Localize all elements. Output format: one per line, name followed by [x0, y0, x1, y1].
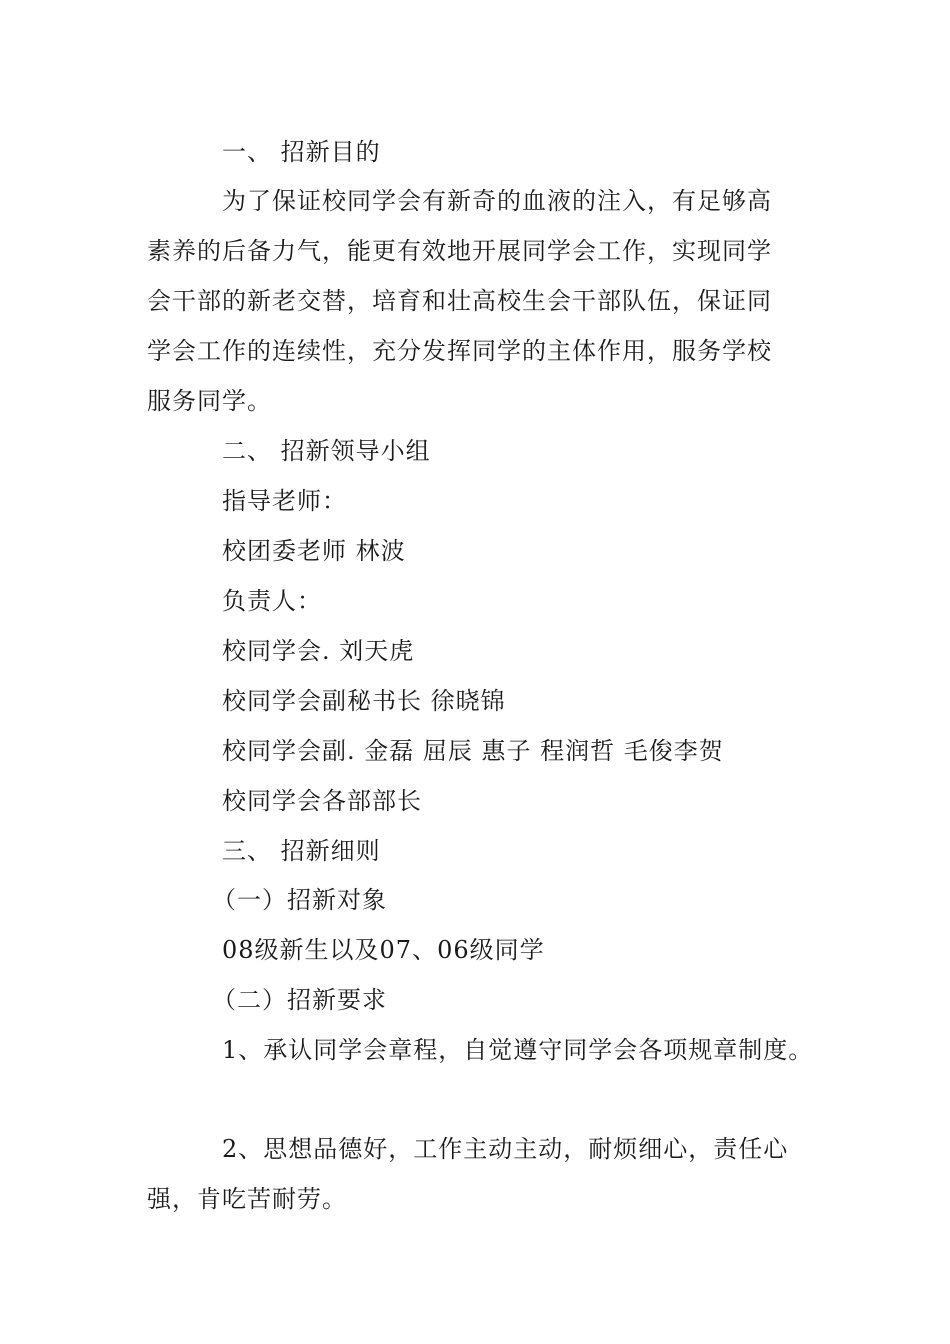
- subsection-heading: （二）招新要求: [212, 986, 387, 1014]
- list-line: 负责人：: [222, 587, 322, 615]
- paragraph-line: 强，肯吃苦耐劳。: [147, 1185, 347, 1213]
- paragraph-line: 会干部的新老交替，培育和壮高校生会干部队伍，保证同: [147, 287, 772, 315]
- paragraph-line: 学会工作的连续性，充分发挥同学的主体作用，服务学校: [147, 337, 772, 365]
- list-line: 校同学会. 刘天虎: [222, 637, 415, 665]
- list-line: 校同学会副秘书长 徐晓锦: [222, 687, 506, 715]
- list-line: 校同学会各部部长: [222, 787, 422, 815]
- list-line: 校同学会副. 金磊 屈辰 惠子 程润哲 毛俊李贺: [222, 737, 724, 765]
- paragraph-line: 素养的后备力气，能更有效地开展同学会工作，实现同学: [147, 237, 772, 265]
- section-heading-1: 一、 招新目的: [222, 138, 381, 166]
- paragraph-line: 1、承认同学会章程，自觉遵守同学会各项规章制度。: [222, 1036, 814, 1064]
- section-heading-2: 二、 招新领导小组: [222, 437, 431, 465]
- list-line: 08级新生以及07、06级同学: [222, 936, 545, 964]
- paragraph-line: 服务同学。: [147, 387, 272, 415]
- section-heading-3: 三、 招新细则: [222, 837, 381, 865]
- list-line: 校团委老师 林波: [222, 537, 406, 565]
- paragraph-line: 2、思想品德好，工作主动主动，耐烦细心，责任心: [222, 1135, 789, 1163]
- subsection-heading: （一）招新对象: [212, 886, 387, 914]
- paragraph-line: 为了保证校同学会有新奇的血液的注入，有足够高: [222, 187, 772, 215]
- list-line: 指导老师：: [222, 487, 347, 515]
